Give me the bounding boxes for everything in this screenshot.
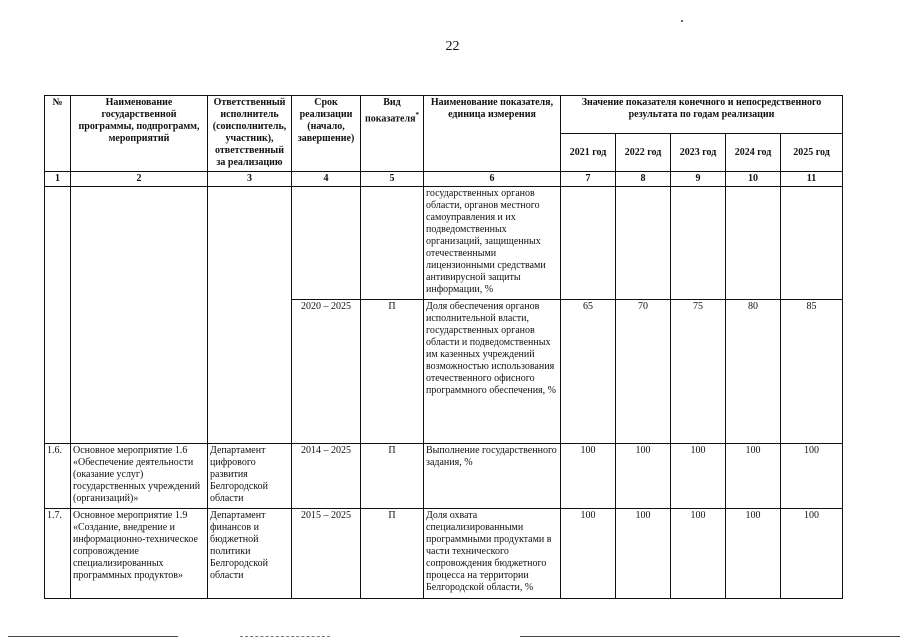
page-number: 22 xyxy=(445,39,460,54)
scan-edge-line xyxy=(8,636,178,637)
table-row xyxy=(45,187,843,300)
cell-indicator-name: государственных органов области, органов местного самоуправления и их подведомственных организаций, защищенных отечественными лицензионными средствами антивирусной защиты информации, % xyxy=(424,187,561,300)
cell-value-2021: 100 xyxy=(561,509,616,599)
results-table xyxy=(44,95,843,599)
scan-speck xyxy=(681,20,683,22)
cell-no: 1.6. xyxy=(45,444,71,509)
column-number: 1 xyxy=(45,172,71,187)
cell-value-2021 xyxy=(561,187,616,300)
cell-value-2023 xyxy=(671,187,726,300)
header-executor: Ответственный исполнитель (соисполнитель, участник), ответственный за реализацию xyxy=(208,96,292,172)
cell-value-2023: 100 xyxy=(671,509,726,599)
cell-value-2024 xyxy=(726,187,781,300)
column-number: 3 xyxy=(208,172,292,187)
cell-value-2022: 100 xyxy=(616,444,671,509)
cell-program-name xyxy=(71,187,208,444)
cell-no xyxy=(45,187,71,444)
column-number: 4 xyxy=(292,172,361,187)
column-number: 9 xyxy=(671,172,726,187)
cell-value-2025 xyxy=(781,187,843,300)
column-number: 2 xyxy=(71,172,208,187)
column-number: 6 xyxy=(424,172,561,187)
column-number: 10 xyxy=(726,172,781,187)
footnote-mark: * xyxy=(415,111,419,119)
cell-indicator-type: П xyxy=(361,444,424,509)
header-no: № xyxy=(45,96,71,172)
header-indicator-name: Наименование показателя, единица измерения xyxy=(424,96,561,172)
cell-value-2024: 100 xyxy=(726,509,781,599)
cell-value-2025: 100 xyxy=(781,444,843,509)
cell-value-2023: 75 xyxy=(671,300,726,444)
cell-term: 2014 – 2025 xyxy=(292,444,361,509)
cell-program-name: Основное мероприятие 1.6 «Обеспечение деятельности (оказание услуг) государственных учреждений (организаций)» xyxy=(71,444,208,509)
cell-indicator-type: П xyxy=(361,509,424,599)
cell-value-2021: 65 xyxy=(561,300,616,444)
cell-value-2023: 100 xyxy=(671,444,726,509)
cell-value-2025: 100 xyxy=(781,509,843,599)
header-year-2022: 2022 год xyxy=(616,134,671,172)
header-year-2021: 2021 год xyxy=(561,134,616,172)
column-number: 11 xyxy=(781,172,843,187)
header-program-name: Наименование государственной программы, подпрограмм, мероприятий xyxy=(71,96,208,172)
cell-value-2024: 100 xyxy=(726,444,781,509)
header-indicator-type-label: Вид показателя xyxy=(364,97,416,125)
scan-edge-line xyxy=(520,636,900,637)
column-numbers-row xyxy=(45,172,843,187)
cell-indicator-type: П xyxy=(361,300,424,444)
cell-term: 2020 – 2025 xyxy=(292,300,361,444)
header-term: Срок реализации (начало, завершение) xyxy=(292,96,361,172)
column-number: 7 xyxy=(561,172,616,187)
header-values-by-year: Значение показателя конечного и непосредственного результата по годам реализации xyxy=(561,96,843,134)
cell-executor xyxy=(208,187,292,444)
cell-value-2022 xyxy=(616,187,671,300)
cell-no: 1.7. xyxy=(45,509,71,599)
cell-indicator-type xyxy=(361,187,424,300)
cell-program-name: Основное мероприятие 1.9 «Создание, внедрение и информационно-техническое сопровождение специализированных программных продуктов» xyxy=(71,509,208,599)
table-row xyxy=(45,509,843,599)
cell-term: 2015 – 2025 xyxy=(292,509,361,599)
scan-edge-dash xyxy=(240,636,330,638)
cell-value-2022: 70 xyxy=(616,300,671,444)
header-year-2025: 2025 год xyxy=(781,134,843,172)
cell-value-2025: 85 xyxy=(781,300,843,444)
column-number: 5 xyxy=(361,172,424,187)
header-year-2024: 2024 год xyxy=(726,134,781,172)
cell-executor: Департамент цифрового развития Белгородской области xyxy=(208,444,292,509)
cell-indicator-name: Доля охвата специализированными программными продуктами в части технического сопровождения бюджетного процесса на территории Белгородской области, % xyxy=(424,509,561,599)
cell-indicator-name: Доля обеспечения органов исполнительной власти, государственных органов области и подведомственных им казенных учреждений возможностью использования отечественного офисного программного обеспечения, % xyxy=(424,300,561,444)
cell-value-2022: 100 xyxy=(616,509,671,599)
column-number: 8 xyxy=(616,172,671,187)
cell-value-2024: 80 xyxy=(726,300,781,444)
cell-executor: Департамент финансов и бюджетной политики Белгородской области xyxy=(208,509,292,599)
cell-term xyxy=(292,187,361,300)
cell-indicator-name: Выполнение государственного задания, % xyxy=(424,444,561,509)
cell-value-2021: 100 xyxy=(561,444,616,509)
header-year-2023: 2023 год xyxy=(671,134,726,172)
table-row xyxy=(45,444,843,509)
header-indicator-type xyxy=(361,96,424,172)
header-row-1 xyxy=(45,96,843,134)
